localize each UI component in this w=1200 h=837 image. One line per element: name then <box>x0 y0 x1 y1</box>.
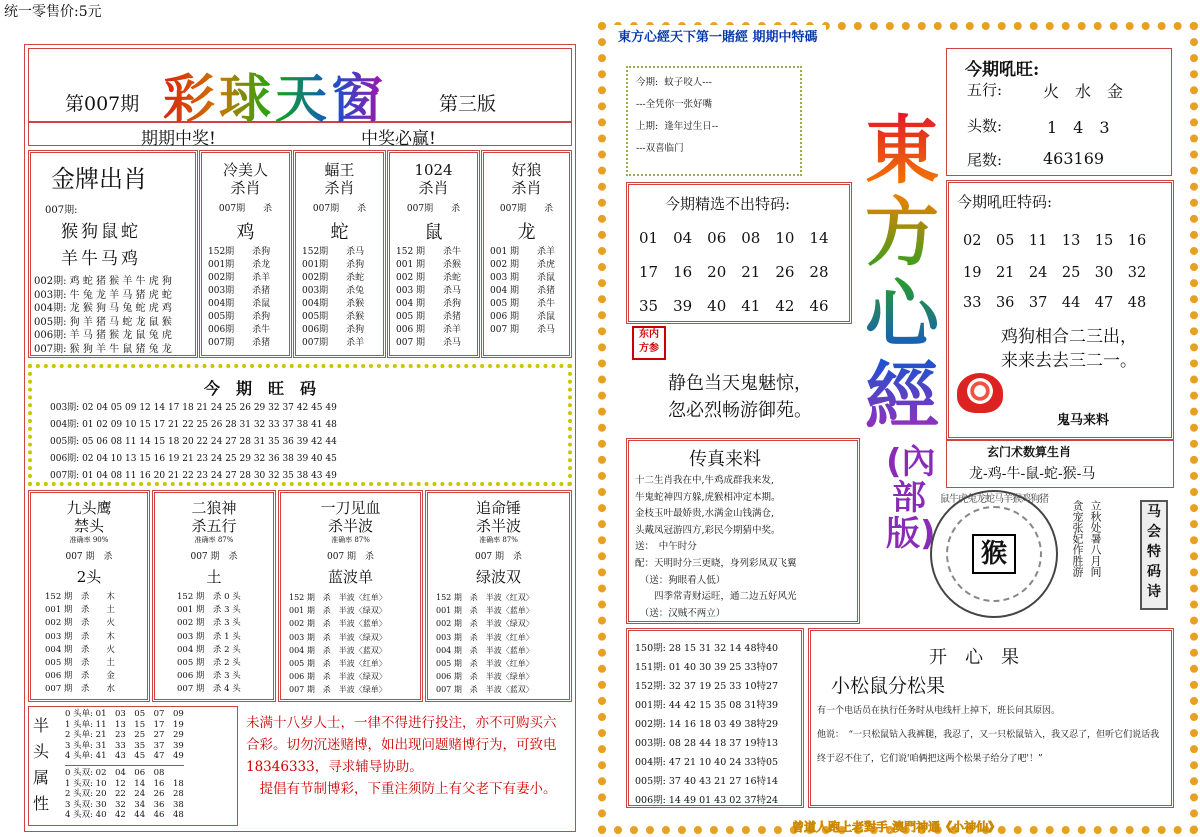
tails-label: 尾数: <box>967 151 1003 169</box>
history-row: 006 期 杀 半波〈绿双〉 <box>289 672 387 682</box>
history-row: 006 期 杀鼠 <box>490 312 556 322</box>
history-row: 003 期 杀鼠 <box>490 273 556 283</box>
slogan-1: 期期中奖! <box>141 129 216 149</box>
col-subtitle: 杀肖 <box>511 179 542 197</box>
col-history <box>296 246 383 350</box>
history-row: 002 期 杀 火 <box>45 618 115 629</box>
top-riddle-box <box>626 66 802 176</box>
history-row: 007 期 杀 水 <box>45 684 115 695</box>
gold-history-row: 002期: 鸡 蛇 猪 猴 羊 牛 虎 狗 <box>34 276 172 287</box>
wuxing-label: 五行: <box>967 81 1003 99</box>
kill-half-wave-box-1 <box>278 490 423 702</box>
history-row: 002 期 杀 3 头 <box>177 618 241 629</box>
history-row: 004 期 杀 半波〈蓝单〉 <box>436 645 534 655</box>
gold-history-row: 007期: 猴 狗 羊 牛 鼠 猪 兔 龙 <box>34 343 172 355</box>
quad-subtitle: 杀半波 <box>475 517 521 535</box>
history-row: 152 期 杀 半波〈红双〉 <box>436 593 534 602</box>
hot-row: 005期: 05 06 08 11 14 15 18 20 22 24 27 28 31 35 36 39 42 44 <box>50 437 337 447</box>
history-row: 001 期 杀 土 <box>45 605 115 616</box>
quad-subtitle: 禁头 <box>73 517 104 535</box>
history-row: 152期 杀狗 <box>208 247 271 257</box>
kill-head-box <box>28 490 150 702</box>
history-row: 003 期 杀 半波〈红单〉 <box>436 632 534 642</box>
quad-accuracy: 准确率 90% <box>69 536 109 544</box>
wheel-ring-text: 鼠牛虎兔龙蛇马羊猴鸡狗猪 <box>940 494 1048 505</box>
gold-history-row: 005期: 狗 羊 猪 马 蛇 龙 鼠 猴 <box>34 316 172 328</box>
history-row: 001期 杀龙 <box>208 260 271 270</box>
history-row: 007 期 杀 半波〈绿单〉 <box>289 685 387 695</box>
no-special-title: 今期精选不出特码: <box>665 195 791 213</box>
history-row: 005 期 杀牛 <box>490 299 556 309</box>
history-row: 002 期 杀 半波〈绿双〉 <box>436 619 534 629</box>
history-row: 006期 杀牛 <box>208 325 271 335</box>
col-answer: 鸡 <box>236 222 255 243</box>
roar-special-box <box>946 180 1174 440</box>
roar-box <box>946 48 1172 176</box>
left-header <box>28 48 572 130</box>
col-history <box>484 246 569 337</box>
history-row: 002期 杀蛇 <box>302 273 365 283</box>
history-row: 004 期 杀 半波〈蓝双〉 <box>289 645 387 655</box>
history-row: 005期: 37 40 43 21 27 16特14 <box>635 776 779 787</box>
heads-value: 1 4 3 <box>1047 118 1110 137</box>
attr-double: 0 头双: 02 04 06 08 1 头双: 10 12 14 16 18 2 头双: 20 22 24 26 28 3 头双: 30 32 34 36 38 4 头双: 40 42 44 46 48 <box>65 765 184 821</box>
gold-history <box>34 275 172 356</box>
history-row: 001 期 杀 半波〈蓝单〉 <box>436 606 534 616</box>
right-banner: 東方心經天下第一賭經 期期中特碼 <box>610 25 826 45</box>
hot-row: 004期: 01 02 09 10 15 17 21 22 25 26 28 31 32 33 37 38 41 48 <box>50 420 337 430</box>
history-row: 001 期 杀 半波〈绿双〉 <box>289 606 387 616</box>
history-row: 004期: 47 21 10 40 24 33特05 <box>635 757 779 768</box>
hot-numbers-box <box>28 364 572 486</box>
wheel-center: 猴 <box>972 534 1016 574</box>
quad-subtitle: 杀五行 <box>191 517 237 535</box>
history-row: 003期 杀兔 <box>302 286 365 296</box>
quad-sub: 007 期 杀 <box>326 552 375 562</box>
quad-subtitle: 杀半波 <box>327 517 373 535</box>
history-row: 152期 杀马 <box>302 247 365 257</box>
col-title: 好狼 <box>511 161 542 179</box>
hot-row: 007期: 01 04 08 11 16 20 21 22 23 24 27 28 30 32 35 38 43 49 <box>50 471 337 481</box>
history-row: 007期 杀猪 <box>208 338 271 348</box>
history-row: 152期: 32 37 19 25 33 10特27 <box>635 681 779 692</box>
history-row: 002 期 杀 半波〈蓝单〉 <box>289 619 387 629</box>
history-row: 004 期 杀猪 <box>490 286 556 296</box>
col-subtitle: 杀肖 <box>230 179 261 197</box>
slogan-2: 中奖必赢! <box>361 129 436 149</box>
gold-zodiac-box <box>28 150 198 358</box>
roar-special-row: 02 05 11 13 15 16 <box>963 233 1147 249</box>
fax-body: 十二生肖我在中,牛鸡成群我来发, 牛鬼蛇神四方躲,虎猴相冲定本期。 金枝玉叶最娇贵,水满金山钱满仓, 头戴凤冠游四方,彩民今期猜中奖。 送： 中午时分 配：天明时分三更晓，身列彩凤双飞翼 （送：狗眼看人低） 四季常青财运旺，通二边五好风光 （送：汉贼不两立） <box>635 475 797 619</box>
gold-history-row: 006期: 羊 马 猪 猴 龙 鼠 兔 虎 <box>34 330 172 341</box>
top-riddle: 今期: 蚊子咬人--- ---全凭你一张好嘴 上期: 逢年过生日-- ---双喜临门 <box>636 77 719 154</box>
roar-special-row: 19 21 24 25 30 32 <box>963 265 1147 281</box>
fax-title: 传真来料 <box>689 449 761 470</box>
history-row: 001期 杀狗 <box>302 260 365 270</box>
gold-history-row: 004期: 龙 猴 狗 马 兔 蛇 虎 鸡 <box>34 303 172 314</box>
quad-title: 九头鹰 <box>66 499 112 517</box>
history-row: 150期: 28 15 31 32 14 48特40 <box>635 643 779 654</box>
wuxing-value: 火 水 金 <box>1043 82 1124 101</box>
no-special-row: 01 04 06 08 10 14 <box>639 229 829 247</box>
poem-two: 静色当天鬼魅惊， 忽必烈畅游御苑。 <box>668 373 812 421</box>
no-special-row: 17 16 20 21 26 28 <box>639 263 829 281</box>
col-sub: 007期 杀 <box>406 204 461 214</box>
gold-line-2: 羊牛马鸡 <box>61 249 141 269</box>
history-row: 152 期 杀牛 <box>396 247 462 257</box>
horse-poem-stamp: 马会特码诗 <box>1140 500 1168 610</box>
history-row: 003 期 杀 木 <box>45 631 115 642</box>
history-row: 005 期 杀 半波〈红单〉 <box>436 659 534 669</box>
col-sub: 007期 杀 <box>218 204 273 214</box>
heads-label: 头数: <box>967 117 1003 135</box>
quad-history <box>155 591 273 697</box>
history-row: 003 期 杀 1 头 <box>177 631 241 642</box>
kill-half-wave-box-2 <box>425 490 572 702</box>
col-answer: 龙 <box>517 222 536 243</box>
history-row: 004期 杀猴 <box>302 299 365 309</box>
half-head-attr-box <box>28 706 238 826</box>
quad-history <box>31 591 147 697</box>
quad-answer: 绿波双 <box>475 568 521 586</box>
col-title: 冷美人 <box>222 161 268 179</box>
history-row: 007 期 杀马 <box>490 325 556 335</box>
history-row: 007 期 杀 半波〈蓝双〉 <box>436 685 534 695</box>
edition-label: 第三版 <box>439 93 497 115</box>
internal-edition: (內部版) <box>886 442 936 554</box>
history-row: 007 期 杀马 <box>396 338 462 348</box>
quad-history <box>428 591 569 697</box>
quad-history <box>281 591 420 697</box>
history-box <box>626 628 804 808</box>
hot-row: 003期: 02 04 05 09 12 14 17 18 21 24 25 26 29 32 37 42 45 49 <box>50 403 337 413</box>
hot-row: 006期: 02 04 10 13 15 16 19 21 23 24 25 29 32 36 38 39 40 45 <box>50 454 337 464</box>
history-row: 004 期 杀 2 头 <box>177 644 241 655</box>
gold-title: 金牌出肖 <box>51 165 147 193</box>
quad-answer: 2头 <box>76 568 102 586</box>
tiger-icon <box>957 373 1003 413</box>
history-row: 002 期 杀蛇 <box>396 273 462 283</box>
col-answer: 鼠 <box>424 222 443 243</box>
quad-answer: 蓝波单 <box>327 568 373 586</box>
joke-body: 有一个电话员在执行任务时从电线杆上掉下，班长问其原因。 他说： “一只松鼠钻入我裤腿，我忍了，又一只松鼠钻入，我又忍了，但听它们说话我终于忍不住了，它们说'咱俩把这两个松果子给分了吧'！” <box>817 706 1160 764</box>
history-row: 005期 杀猴 <box>302 312 365 322</box>
quad-answer: 土 <box>206 568 222 586</box>
history-row: 003 期 杀马 <box>396 286 462 296</box>
roar-special-title: 今期吼旺特码: <box>957 193 1053 211</box>
joke-subtitle: 小松鼠分松果 <box>831 675 946 697</box>
history-row: 001 期 杀 3 头 <box>177 605 241 616</box>
tails-value: 463169 <box>1043 149 1105 168</box>
hot-numbers-title: 今 期 旺 码 <box>204 379 317 398</box>
attr-single: 0 头单: 01 03 05 07 09 1 头单: 11 13 15 17 19 2 头单: 21 23 25 27 29 3 头单: 31 33 35 37 39 4 头单: 41 43 45 47 49 <box>65 709 184 762</box>
hot-numbers-list <box>50 400 337 485</box>
gold-history-row: 003期: 牛 兔 龙 羊 马 猪 虎 蛇 <box>34 289 172 301</box>
history-row: 005 期 杀 2 头 <box>177 658 241 669</box>
history-row: 007期 杀羊 <box>302 338 365 348</box>
quad-title: 追命锤 <box>475 499 521 517</box>
history-row: 006 期 杀 金 <box>45 671 115 682</box>
history-row: 002期: 14 16 18 03 49 38特29 <box>635 719 779 730</box>
roar-title: 今期吼旺: <box>965 60 1040 80</box>
no-special-row: 35 39 40 41 42 46 <box>639 297 829 315</box>
history-row: 006期 杀狗 <box>302 325 365 335</box>
zodiac-wheel <box>930 490 1058 618</box>
col-sub: 007期 杀 <box>499 204 554 214</box>
history-row: 004 期 杀狗 <box>396 299 462 309</box>
roar-source: 鬼马来料 <box>1057 413 1110 428</box>
history-row: 005 期 杀 半波〈红单〉 <box>289 659 387 669</box>
col-history <box>202 246 289 350</box>
quad-accuracy: 准确率 87% <box>194 536 234 544</box>
joke-box <box>808 628 1174 808</box>
history-row: 001 期 杀猴 <box>396 260 462 270</box>
history-row: 006 期 杀 半波〈绿单〉 <box>436 672 534 682</box>
quad-sub: 007 期 杀 <box>190 552 238 562</box>
horse-poem-vertical: 立秋处暑八月间 贪宠张妃作胜游 <box>1071 500 1102 577</box>
col-history <box>390 246 477 350</box>
history-row: 004 期 杀 火 <box>45 644 115 655</box>
history-row: 006 期 杀羊 <box>396 325 462 335</box>
issue-number: 第007期 <box>65 93 140 115</box>
history-row: 006 期 杀 3 头 <box>177 671 241 682</box>
history-list <box>635 639 778 810</box>
col-subtitle: 杀肖 <box>324 179 355 197</box>
col-subtitle: 杀肖 <box>418 179 449 197</box>
history-row: 003 期 杀 半波〈绿双〉 <box>289 632 387 642</box>
price-label: 统一零售价:5元 <box>4 4 102 20</box>
col-title: 蝠王 <box>324 161 355 179</box>
kill-column-3 <box>387 150 480 358</box>
roar-special-row: 33 36 37 44 47 48 <box>963 295 1147 311</box>
quad-accuracy: 准确率 87% <box>479 536 518 544</box>
right-footer: 曾道人跑上老對手,澳門神通《小神仙》 <box>792 820 1001 834</box>
history-row: 151期: 01 40 30 39 25 33特07 <box>635 662 779 673</box>
main-title: 東方心經 <box>862 110 942 438</box>
roar-poem: 鸡狗相合二三出， 来来去去三二一。 <box>1001 327 1137 371</box>
history-row: 005 期 杀猪 <box>396 312 462 322</box>
newspaper-title: 彩球天窗 <box>163 57 387 132</box>
history-row: 004期 杀鼠 <box>208 299 271 309</box>
gambling-notice: 未满十八岁人士，一律不得进行投注，亦不可购买六合彩。切勿沉迷赌博，如出现问题赌博行为，可致电18346333，寻求辅导协助。 提倡有节制博彩，下重注须防上有父老下有妻小。 <box>246 715 557 797</box>
xuanmen-line: 龙-鸡-牛-鼠-蛇-猴-马 <box>969 466 1096 482</box>
kill-element-box <box>152 490 276 702</box>
history-row: 002期 杀羊 <box>208 273 271 283</box>
history-row: 005 期 杀 土 <box>45 658 115 669</box>
slogan-bar <box>28 122 572 149</box>
col-title: 1024 <box>414 161 453 179</box>
quad-title: 一刀见血 <box>320 499 381 517</box>
gold-label: 007期: <box>45 205 78 216</box>
gold-line-1: 猴狗鼠蛇 <box>61 222 141 242</box>
quad-sub: 007 期 杀 <box>65 552 113 562</box>
xuanmen-title: 玄门术数算生肖 <box>987 445 1072 459</box>
history-row: 152 期 杀 木 <box>45 592 115 602</box>
fax-box <box>626 438 860 624</box>
history-row: 003期 杀猪 <box>208 286 271 296</box>
history-row: 006期: 14 49 01 43 02 37特24 <box>635 795 779 806</box>
no-special-box <box>626 182 852 324</box>
history-row: 003期: 08 28 44 18 37 19特13 <box>635 738 779 749</box>
history-row: 152 期 杀 0 头 <box>177 592 241 602</box>
internal-seal: 东内 方参 <box>632 326 666 360</box>
kill-column-2 <box>293 150 386 358</box>
history-row: 002 期 杀虎 <box>490 260 556 270</box>
history-row: 001期: 44 42 15 35 08 31特39 <box>635 700 779 711</box>
quad-accuracy: 准确率 87% <box>331 536 370 544</box>
history-row: 007 期 杀 4 头 <box>177 684 241 695</box>
kill-column-4 <box>481 150 572 358</box>
quad-sub: 007 期 杀 <box>474 552 523 562</box>
history-row: 001 期 杀羊 <box>490 247 556 257</box>
attr-label: 半头属性 <box>32 716 49 813</box>
history-row: 005期 杀狗 <box>208 312 271 322</box>
kill-column-1 <box>199 150 292 358</box>
xuanmen-box <box>946 440 1174 488</box>
quad-title: 二狼神 <box>191 499 237 517</box>
history-row: 152 期 杀 半波〈红单〉 <box>289 593 387 602</box>
col-answer: 蛇 <box>330 222 349 243</box>
col-sub: 007期 杀 <box>312 204 367 214</box>
joke-title: 开 心 果 <box>929 647 1019 668</box>
